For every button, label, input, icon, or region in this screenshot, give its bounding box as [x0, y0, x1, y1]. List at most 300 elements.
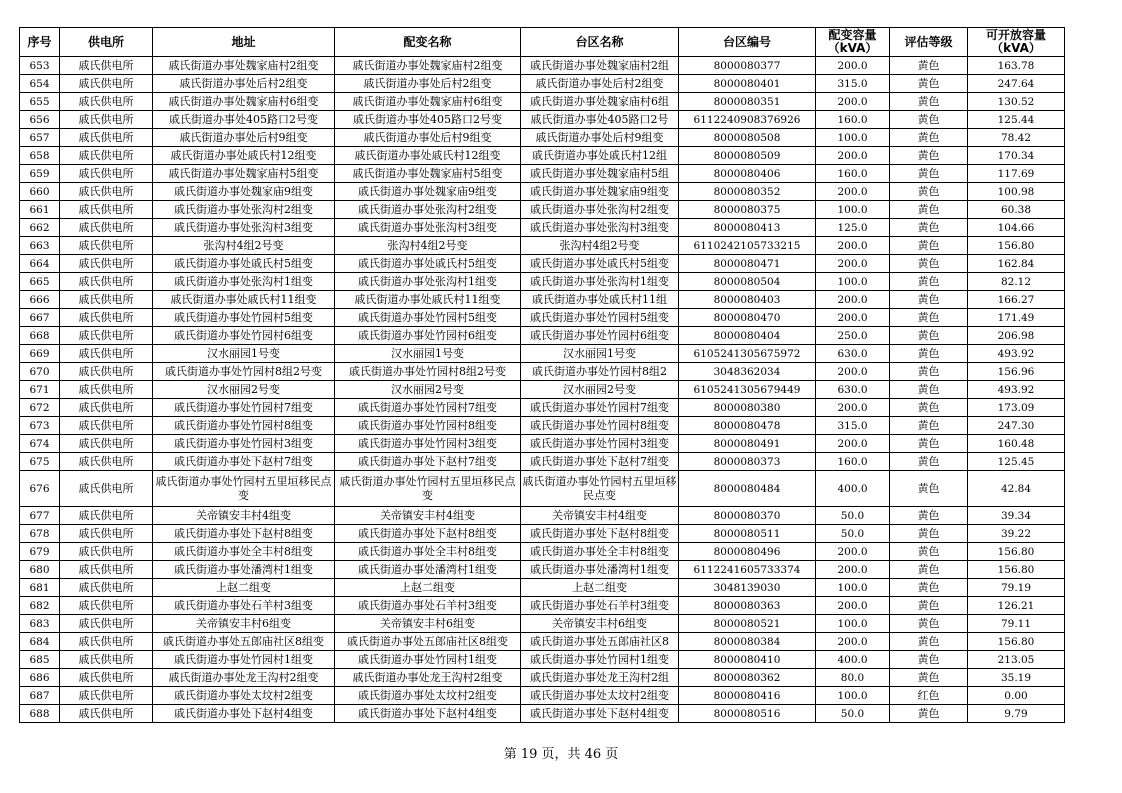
cell-station: 戚氏供电所: [60, 579, 153, 597]
cell-open-capacity: 39.34: [968, 507, 1065, 525]
cell-grade: 黄色: [890, 129, 968, 147]
table-row: [20, 93, 1065, 111]
cell-station: 戚氏供电所: [60, 75, 153, 93]
cell-grade: 黄色: [890, 345, 968, 363]
table-row: [20, 291, 1065, 309]
cell-address: 戚氏街道办事处龙王沟村2组变: [153, 669, 335, 687]
cell-open-capacity: 247.64: [968, 75, 1065, 93]
cell-area-name: 戚氏街道办事处后村2组变: [521, 75, 679, 93]
cell-station: 戚氏供电所: [60, 291, 153, 309]
cell-seq: 672: [20, 399, 60, 417]
cell-address: 戚氏街道办事处太坟村2组变: [153, 687, 335, 705]
cell-transformer: 戚氏街道办事处竹园村8组2号变: [335, 363, 521, 381]
cell-address: 戚氏街道办事处后村9组变: [153, 129, 335, 147]
cell-seq: 662: [20, 219, 60, 237]
cell-area-code: 8000080401: [679, 75, 816, 93]
cell-seq: 683: [20, 615, 60, 633]
cell-area-name: 戚氏街道办事处龙王沟村2组: [521, 669, 679, 687]
cell-open-capacity: 170.34: [968, 147, 1065, 165]
cell-open-capacity: 0.00: [968, 687, 1065, 705]
cell-address: 戚氏街道办事处石羊村3组变: [153, 597, 335, 615]
cell-address: 戚氏街道办事处竹园村3组变: [153, 435, 335, 453]
cell-open-capacity: 247.30: [968, 417, 1065, 435]
cell-open-capacity: 156.96: [968, 363, 1065, 381]
cell-station: 戚氏供电所: [60, 183, 153, 201]
cell-area-code: 8000080410: [679, 651, 816, 669]
cell-station: 戚氏供电所: [60, 399, 153, 417]
cell-station: 戚氏供电所: [60, 309, 153, 327]
cell-area-name: 戚氏街道办事处戚氏村5组变: [521, 255, 679, 273]
cell-seq: 666: [20, 291, 60, 309]
table-row: [20, 507, 1065, 525]
cell-address: 戚氏街道办事处下赵村7组变: [153, 453, 335, 471]
cell-open-capacity: 160.48: [968, 435, 1065, 453]
cell-area-name: 戚氏街道办事处竹园村6组变: [521, 327, 679, 345]
cell-area-name: 戚氏街道办事处张沟村1组变: [521, 273, 679, 291]
header-capacity: 配变容量 （kVA）: [816, 28, 890, 57]
cell-capacity: 100.0: [816, 273, 890, 291]
header-open-capacity: 可开放容量 （kVA）: [968, 28, 1065, 57]
cell-open-capacity: 125.44: [968, 111, 1065, 129]
table-row: [20, 327, 1065, 345]
cell-capacity: 50.0: [816, 507, 890, 525]
cell-area-code: 8000080496: [679, 543, 816, 561]
header-area-code: 台区编号: [679, 28, 816, 57]
cell-area-code: 8000080511: [679, 525, 816, 543]
cell-area-name: 戚氏街道办事处五郎庙社区8: [521, 633, 679, 651]
cell-station: 戚氏供电所: [60, 219, 153, 237]
cell-capacity: 160.0: [816, 111, 890, 129]
cell-capacity: 100.0: [816, 129, 890, 147]
cell-capacity: 315.0: [816, 75, 890, 93]
cell-open-capacity: 493.92: [968, 381, 1065, 399]
table-header-row: [20, 28, 1065, 57]
cell-seq: 677: [20, 507, 60, 525]
cell-seq: 679: [20, 543, 60, 561]
table-row: [20, 435, 1065, 453]
cell-area-code: 6112241605733374: [679, 561, 816, 579]
table-row: [20, 129, 1065, 147]
cell-area-name: 戚氏街道办事处张沟村3组变: [521, 219, 679, 237]
cell-area-code: 8000080484: [679, 471, 816, 507]
cell-grade: 黄色: [890, 381, 968, 399]
cell-area-name: 戚氏街道办事处戚氏村11组: [521, 291, 679, 309]
cell-address: 戚氏街道办事处张沟村3组变: [153, 219, 335, 237]
cell-station: 戚氏供电所: [60, 561, 153, 579]
cell-area-name: 戚氏街道办事处张沟村2组变: [521, 201, 679, 219]
table-row: [20, 111, 1065, 129]
table-row: [20, 633, 1065, 651]
cell-capacity: 200.0: [816, 291, 890, 309]
cell-area-name: 戚氏街道办事处魏家庙村5组: [521, 165, 679, 183]
table-row: [20, 201, 1065, 219]
cell-area-code: 8000080509: [679, 147, 816, 165]
cell-area-code: 8000080416: [679, 687, 816, 705]
cell-station: 戚氏供电所: [60, 543, 153, 561]
cell-capacity: 315.0: [816, 417, 890, 435]
cell-open-capacity: 156.80: [968, 237, 1065, 255]
cell-area-name: 戚氏街道办事处竹园村1组变: [521, 651, 679, 669]
cell-open-capacity: 126.21: [968, 597, 1065, 615]
cell-station: 戚氏供电所: [60, 669, 153, 687]
cell-open-capacity: 156.80: [968, 633, 1065, 651]
cell-area-code: 3048139030: [679, 579, 816, 597]
cell-transformer: 戚氏街道办事处后村2组变: [335, 75, 521, 93]
cell-transformer: 戚氏街道办事处戚氏村5组变: [335, 255, 521, 273]
cell-area-code: 8000080516: [679, 705, 816, 723]
cell-transformer: 戚氏街道办事处魏家庙村6组变: [335, 93, 521, 111]
cell-address: 戚氏街道办事处魏家庙村6组变: [153, 93, 335, 111]
cell-address: 汉水丽园2号变: [153, 381, 335, 399]
cell-station: 戚氏供电所: [60, 687, 153, 705]
cell-grade: 黄色: [890, 57, 968, 75]
cell-open-capacity: 42.84: [968, 471, 1065, 507]
cell-address: 戚氏街道办事处戚氏村5组变: [153, 255, 335, 273]
cell-seq: 681: [20, 579, 60, 597]
cell-station: 戚氏供电所: [60, 651, 153, 669]
cell-area-code: 8000080470: [679, 309, 816, 327]
cell-area-name: 戚氏街道办事处魏家庙村2组: [521, 57, 679, 75]
cell-seq: 684: [20, 633, 60, 651]
cell-transformer: 戚氏街道办事处竹园村1组变: [335, 651, 521, 669]
cell-open-capacity: 100.98: [968, 183, 1065, 201]
cell-transformer: 戚氏街道办事处戚氏村12组变: [335, 147, 521, 165]
cell-open-capacity: 60.38: [968, 201, 1065, 219]
cell-station: 戚氏供电所: [60, 525, 153, 543]
cell-grade: 黄色: [890, 561, 968, 579]
cell-grade: 黄色: [890, 183, 968, 201]
cell-transformer: 戚氏街道办事处全丰村8组变: [335, 543, 521, 561]
cell-capacity: 200.0: [816, 363, 890, 381]
cell-capacity: 80.0: [816, 669, 890, 687]
cell-area-name: 戚氏街道办事处405路口2号: [521, 111, 679, 129]
cell-grade: 黄色: [890, 147, 968, 165]
cell-area-code: 8000080384: [679, 633, 816, 651]
cell-address: 戚氏街道办事处下赵村4组变: [153, 705, 335, 723]
cell-seq: 654: [20, 75, 60, 93]
cell-grade: 黄色: [890, 507, 968, 525]
cell-station: 戚氏供电所: [60, 201, 153, 219]
cell-area-code: 8000080508: [679, 129, 816, 147]
cell-open-capacity: 163.78: [968, 57, 1065, 75]
header-address: 地址: [153, 28, 335, 57]
cell-open-capacity: 156.80: [968, 543, 1065, 561]
cell-transformer: 戚氏街道办事处竹园村3组变: [335, 435, 521, 453]
cell-open-capacity: 125.45: [968, 453, 1065, 471]
cell-area-code: 8000080471: [679, 255, 816, 273]
cell-grade: 黄色: [890, 633, 968, 651]
cell-transformer: 戚氏街道办事处竹园村五里垣移民点变: [335, 471, 521, 507]
cell-capacity: 100.0: [816, 201, 890, 219]
cell-transformer: 戚氏街道办事处魏家庙村5组变: [335, 165, 521, 183]
cell-address: 戚氏街道办事处张沟村1组变: [153, 273, 335, 291]
cell-capacity: 200.0: [816, 57, 890, 75]
table-row: [20, 183, 1065, 201]
cell-capacity: 50.0: [816, 525, 890, 543]
cell-transformer: 汉水丽园2号变: [335, 381, 521, 399]
cell-area-name: 戚氏街道办事处石羊村3组变: [521, 597, 679, 615]
cell-station: 戚氏供电所: [60, 345, 153, 363]
cell-station: 戚氏供电所: [60, 417, 153, 435]
table-row: [20, 471, 1065, 507]
cell-capacity: 125.0: [816, 219, 890, 237]
cell-area-code: 8000080404: [679, 327, 816, 345]
cell-open-capacity: 82.12: [968, 273, 1065, 291]
cell-station: 戚氏供电所: [60, 147, 153, 165]
cell-station: 戚氏供电所: [60, 255, 153, 273]
table-row: [20, 381, 1065, 399]
cell-station: 戚氏供电所: [60, 597, 153, 615]
cell-capacity: 160.0: [816, 165, 890, 183]
cell-grade: 黄色: [890, 399, 968, 417]
cell-seq: 659: [20, 165, 60, 183]
table-row: [20, 255, 1065, 273]
table-row: [20, 57, 1065, 75]
cell-seq: 664: [20, 255, 60, 273]
cell-open-capacity: 166.27: [968, 291, 1065, 309]
cell-grade: 黄色: [890, 579, 968, 597]
table-row: [20, 651, 1065, 669]
cell-capacity: 200.0: [816, 183, 890, 201]
cell-grade: 黄色: [890, 705, 968, 723]
cell-transformer: 戚氏街道办事处竹园村5组变: [335, 309, 521, 327]
cell-transformer: 戚氏街道办事处下赵村7组变: [335, 453, 521, 471]
cell-grade: 黄色: [890, 543, 968, 561]
header-area-name: 台区名称: [521, 28, 679, 57]
cell-area-code: 8000080521: [679, 615, 816, 633]
table-row: [20, 75, 1065, 93]
cell-area-name: 戚氏街道办事处下赵村4组变: [521, 705, 679, 723]
cell-capacity: 200.0: [816, 255, 890, 273]
page-number: 第 19 页，共 46 页: [503, 747, 619, 762]
cell-area-name: 张沟村4组2号变: [521, 237, 679, 255]
cell-capacity: 200.0: [816, 237, 890, 255]
cell-seq: 663: [20, 237, 60, 255]
cell-address: 戚氏街道办事处竹园村7组变: [153, 399, 335, 417]
cell-area-code: 8000080373: [679, 453, 816, 471]
cell-transformer: 戚氏街道办事处竹园村7组变: [335, 399, 521, 417]
cell-area-code: 8000080375: [679, 201, 816, 219]
cell-transformer: 戚氏街道办事处魏家庙9组变: [335, 183, 521, 201]
table-row: [20, 597, 1065, 615]
cell-grade: 黄色: [890, 237, 968, 255]
cell-station: 戚氏供电所: [60, 453, 153, 471]
cell-transformer: 戚氏街道办事处石羊村3组变: [335, 597, 521, 615]
cell-seq: 685: [20, 651, 60, 669]
table-row: [20, 219, 1065, 237]
cell-station: 戚氏供电所: [60, 471, 153, 507]
cell-capacity: 200.0: [816, 435, 890, 453]
cell-seq: 688: [20, 705, 60, 723]
capacity-table: [19, 27, 1065, 723]
cell-station: 戚氏供电所: [60, 705, 153, 723]
cell-area-name: 关帝镇安丰村4组变: [521, 507, 679, 525]
cell-station: 戚氏供电所: [60, 615, 153, 633]
cell-area-name: 汉水丽园2号变: [521, 381, 679, 399]
cell-station: 戚氏供电所: [60, 363, 153, 381]
cell-station: 戚氏供电所: [60, 237, 153, 255]
cell-area-name: 戚氏街道办事处下赵村7组变: [521, 453, 679, 471]
cell-seq: 675: [20, 453, 60, 471]
cell-seq: 669: [20, 345, 60, 363]
cell-area-code: 6105241305679449: [679, 381, 816, 399]
table-row: [20, 417, 1065, 435]
cell-seq: 687: [20, 687, 60, 705]
table-row: [20, 669, 1065, 687]
cell-address: 张沟村4组2号变: [153, 237, 335, 255]
cell-area-name: 戚氏街道办事处竹园村五里垣移民点变: [521, 471, 679, 507]
cell-address: 戚氏街道办事处魏家庙村2组变: [153, 57, 335, 75]
table-row: [20, 363, 1065, 381]
cell-area-code: 8000080406: [679, 165, 816, 183]
cell-seq: 670: [20, 363, 60, 381]
cell-capacity: 200.0: [816, 633, 890, 651]
cell-station: 戚氏供电所: [60, 111, 153, 129]
cell-grade: 黄色: [890, 255, 968, 273]
table-row: [20, 615, 1065, 633]
cell-address: 戚氏街道办事处竹园村8组2号变: [153, 363, 335, 381]
cell-capacity: 50.0: [816, 705, 890, 723]
cell-open-capacity: 79.11: [968, 615, 1065, 633]
cell-grade: 黄色: [890, 651, 968, 669]
cell-grade: 红色: [890, 687, 968, 705]
table-row: [20, 273, 1065, 291]
cell-address: 戚氏街道办事处魏家庙9组变: [153, 183, 335, 201]
cell-station: 戚氏供电所: [60, 507, 153, 525]
cell-open-capacity: 173.09: [968, 399, 1065, 417]
cell-capacity: 200.0: [816, 597, 890, 615]
cell-open-capacity: 104.66: [968, 219, 1065, 237]
cell-capacity: 200.0: [816, 147, 890, 165]
cell-capacity: 100.0: [816, 687, 890, 705]
cell-open-capacity: 78.42: [968, 129, 1065, 147]
cell-grade: 黄色: [890, 273, 968, 291]
cell-capacity: 200.0: [816, 543, 890, 561]
cell-transformer: 戚氏街道办事处下赵村8组变: [335, 525, 521, 543]
cell-capacity: 200.0: [816, 93, 890, 111]
cell-capacity: 200.0: [816, 561, 890, 579]
cell-seq: 671: [20, 381, 60, 399]
table-row: [20, 309, 1065, 327]
cell-area-code: 8000080413: [679, 219, 816, 237]
cell-seq: 667: [20, 309, 60, 327]
cell-area-code: 8000080403: [679, 291, 816, 309]
cell-area-name: 戚氏街道办事处竹园村8组2: [521, 363, 679, 381]
cell-seq: 668: [20, 327, 60, 345]
cell-area-code: 8000080491: [679, 435, 816, 453]
cell-address: 关帝镇安丰村6组变: [153, 615, 335, 633]
cell-grade: 黄色: [890, 219, 968, 237]
cell-open-capacity: 162.84: [968, 255, 1065, 273]
cell-station: 戚氏供电所: [60, 93, 153, 111]
cell-transformer: 戚氏街道办事处张沟村3组变: [335, 219, 521, 237]
cell-open-capacity: 156.80: [968, 561, 1065, 579]
cell-station: 戚氏供电所: [60, 381, 153, 399]
cell-area-name: 上赵二组变: [521, 579, 679, 597]
cell-area-name: 戚氏街道办事处潘湾村1组变: [521, 561, 679, 579]
cell-open-capacity: 493.92: [968, 345, 1065, 363]
cell-grade: 黄色: [890, 417, 968, 435]
cell-capacity: 160.0: [816, 453, 890, 471]
cell-grade: 黄色: [890, 93, 968, 111]
cell-address: 上赵二组变: [153, 579, 335, 597]
table-row: [20, 345, 1065, 363]
cell-grade: 黄色: [890, 669, 968, 687]
cell-transformer: 张沟村4组2号变: [335, 237, 521, 255]
cell-station: 戚氏供电所: [60, 327, 153, 345]
cell-address: 戚氏街道办事处魏家庙村5组变: [153, 165, 335, 183]
cell-area-name: 戚氏街道办事处太坟村2组变: [521, 687, 679, 705]
cell-seq: 682: [20, 597, 60, 615]
cell-capacity: 250.0: [816, 327, 890, 345]
cell-station: 戚氏供电所: [60, 273, 153, 291]
cell-grade: 黄色: [890, 309, 968, 327]
cell-transformer: 戚氏街道办事处太坟村2组变: [335, 687, 521, 705]
cell-grade: 黄色: [890, 327, 968, 345]
cell-area-name: 戚氏街道办事处下赵村8组变: [521, 525, 679, 543]
cell-area-name: 戚氏街道办事处竹园村5组变: [521, 309, 679, 327]
cell-area-name: 戚氏街道办事处戚氏村12组: [521, 147, 679, 165]
cell-transformer: 戚氏街道办事处张沟村2组变: [335, 201, 521, 219]
cell-transformer: 关帝镇安丰村4组变: [335, 507, 521, 525]
cell-area-code: 8000080478: [679, 417, 816, 435]
cell-area-code: 8000080370: [679, 507, 816, 525]
header-transformer: 配变名称: [335, 28, 521, 57]
cell-address: 戚氏街道办事处405路口2号变: [153, 111, 335, 129]
cell-seq: 661: [20, 201, 60, 219]
cell-seq: 673: [20, 417, 60, 435]
cell-seq: 665: [20, 273, 60, 291]
cell-address: 戚氏街道办事处后村2组变: [153, 75, 335, 93]
cell-area-name: 戚氏街道办事处竹园村7组变: [521, 399, 679, 417]
cell-area-code: 6105241305675972: [679, 345, 816, 363]
header-station: 供电所: [60, 28, 153, 57]
cell-seq: 657: [20, 129, 60, 147]
cell-area-code: 8000080363: [679, 597, 816, 615]
cell-address: 戚氏街道办事处竹园村1组变: [153, 651, 335, 669]
cell-area-code: 8000080504: [679, 273, 816, 291]
cell-address: 戚氏街道办事处竹园村8组变: [153, 417, 335, 435]
cell-capacity: 630.0: [816, 381, 890, 399]
table-row: [20, 525, 1065, 543]
cell-seq: 655: [20, 93, 60, 111]
cell-open-capacity: 117.69: [968, 165, 1065, 183]
cell-address: 戚氏街道办事处竹园村5组变: [153, 309, 335, 327]
cell-capacity: 630.0: [816, 345, 890, 363]
table-row: [20, 453, 1065, 471]
cell-station: 戚氏供电所: [60, 435, 153, 453]
cell-transformer: 戚氏街道办事处龙王沟村2组变: [335, 669, 521, 687]
cell-area-code: 8000080351: [679, 93, 816, 111]
cell-address: 戚氏街道办事处潘湾村1组变: [153, 561, 335, 579]
cell-transformer: 戚氏街道办事处竹园村6组变: [335, 327, 521, 345]
cell-area-name: 戚氏街道办事处全丰村8组变: [521, 543, 679, 561]
table-row: [20, 237, 1065, 255]
cell-transformer: 戚氏街道办事处戚氏村11组变: [335, 291, 521, 309]
cell-transformer: 关帝镇安丰村6组变: [335, 615, 521, 633]
cell-grade: 黄色: [890, 363, 968, 381]
cell-grade: 黄色: [890, 111, 968, 129]
table-row: [20, 705, 1065, 723]
cell-open-capacity: 79.19: [968, 579, 1065, 597]
cell-transformer: 戚氏街道办事处五郎庙社区8组变: [335, 633, 521, 651]
cell-seq: 678: [20, 525, 60, 543]
table-row: [20, 147, 1065, 165]
cell-area-code: 3048362034: [679, 363, 816, 381]
cell-area-name: 汉水丽园1号变: [521, 345, 679, 363]
table-row: [20, 399, 1065, 417]
cell-area-code: 8000080380: [679, 399, 816, 417]
